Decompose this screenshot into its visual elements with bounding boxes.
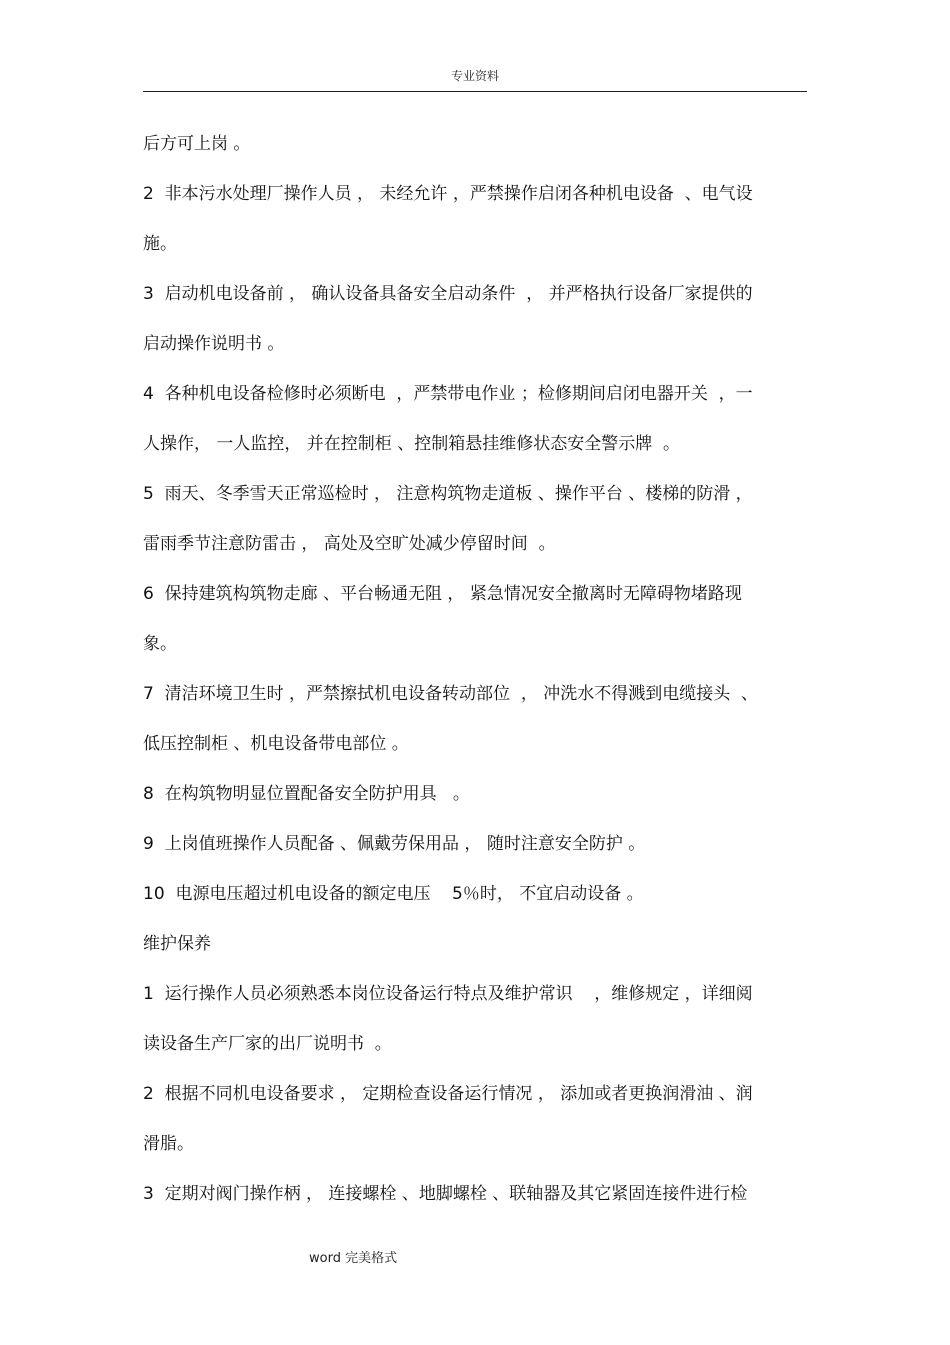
text-line: 3 定期对阀门操作柄 ， 连接螺栓 、地脚螺栓 、联轴器及其它紧固连接件进行检 xyxy=(143,1184,748,1204)
text-line: 2 根据不同机电设备要求 ， 定期检查设备运行情况 ， 添加或者更换润滑油 、润 xyxy=(143,1084,753,1104)
text-line: 6 保持建筑构筑物走廊 、平台畅通无阻 ， 紧急情况安全撤离时无障碍物堵路现 xyxy=(143,584,742,604)
section-heading: 维护保养 xyxy=(143,934,211,954)
document-body xyxy=(143,129,813,1229)
page-header: 专业资料 xyxy=(450,69,499,83)
text-line: 低压控制柜 、机电设备带电部位 。 xyxy=(143,734,409,754)
text-line: 象。 xyxy=(143,634,177,654)
text-line: 4 各种机电设备检修时必须断电 ，严禁带电作业 ；检修期间启闭电器开关 ，一 xyxy=(143,384,753,404)
text-line: 滑脂。 xyxy=(143,1134,194,1154)
page-footer: word 完美格式 xyxy=(309,1251,398,1266)
text-line: 读设备生产厂家的出厂说明书 。 xyxy=(143,1034,392,1054)
text-line: 9 上岗值班操作人员配备 、佩戴劳保用品 ， 随时注意安全防护 。 xyxy=(143,834,646,854)
text-line: 8 在构筑物明显位置配备安全防护用具 。 xyxy=(143,784,470,804)
text-line: 7 清洁环境卫生时 ，严禁擦拭机电设备转动部位 ， 冲洗水不得溅到电缆接头 、 xyxy=(143,684,759,704)
text-line: 后方可上岗 。 xyxy=(143,134,251,154)
header-divider xyxy=(143,91,807,92)
text-line: 10 电源电压超过机电设备的额定电压 5％时， 不宜启动设备 。 xyxy=(143,884,644,904)
text-line: 5 雨天、冬季雪天正常巡检时 ， 注意构筑物走道板 、操作平台 、楼梯的防滑 ， xyxy=(143,484,753,504)
text-line: 启动操作说明书 。 xyxy=(143,334,285,354)
text-line: 3 启动机电设备前 ， 确认设备具备安全启动条件 ， 并严格执行设备厂家提供的 xyxy=(143,284,753,304)
text-line: 人操作， 一人监控， 并在控制柜 、控制箱悬挂维修状态安全警示牌 。 xyxy=(143,434,681,454)
text-line: 雷雨季节注意防雷击 ， 高处及空旷处减少停留时间 。 xyxy=(143,534,556,554)
text-line: 2 非本污水处理厂操作人员 ， 未经允许 ，严禁操作启闭各种机电设备 、电气设 xyxy=(143,184,753,204)
text-line: 施。 xyxy=(143,234,177,254)
text-line: 1 运行操作人员必须熟悉本岗位设备运行特点及维护常识 ，维修规定 ，详细阅 xyxy=(143,984,753,1004)
